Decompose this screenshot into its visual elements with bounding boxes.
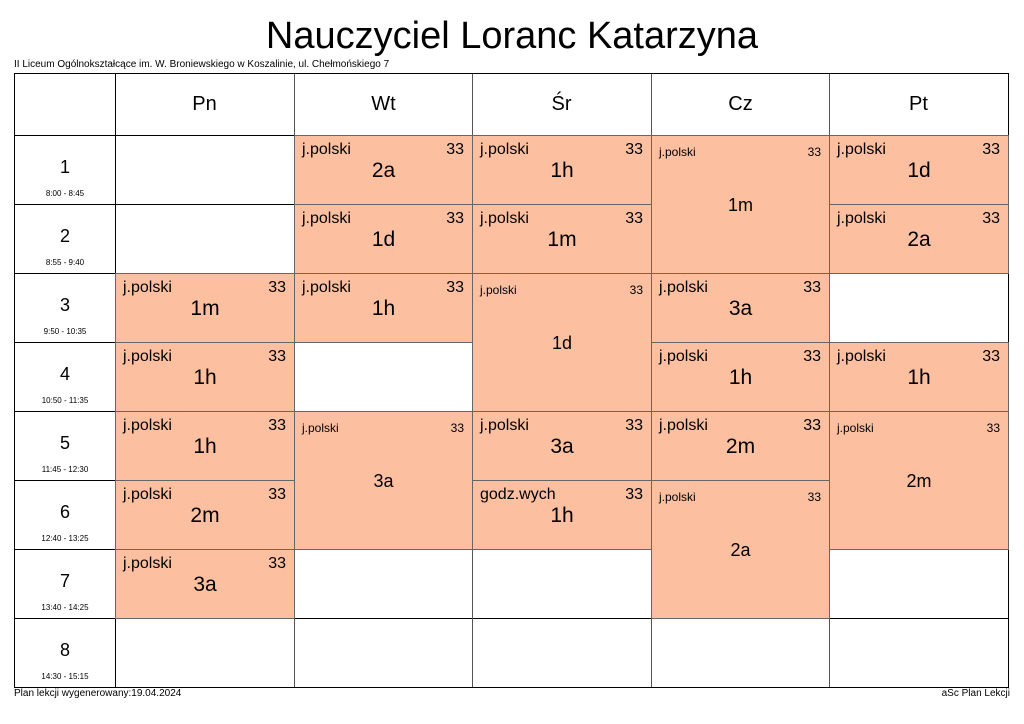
lesson-room: 33: [625, 417, 643, 434]
period-label: [15, 135, 115, 204]
lesson-cell[interactable]: [294, 204, 473, 274]
lesson-cell[interactable]: [115, 411, 295, 481]
lesson-subject: j.polski: [302, 210, 351, 227]
lesson-class: 3a: [550, 435, 574, 458]
lesson-cell[interactable]: [829, 204, 1009, 274]
lesson-class: 2m: [190, 504, 220, 527]
lesson-room: 33: [986, 421, 1000, 435]
period-number: 7: [59, 571, 70, 591]
period-time: 10:50 - 11:35: [41, 396, 89, 405]
lesson-room: 33: [268, 348, 286, 365]
lesson-class: 2m: [906, 470, 932, 491]
lesson-room: 33: [803, 279, 821, 296]
lesson-subject: j.polski: [123, 279, 172, 296]
lesson-subject: j.polski: [480, 210, 529, 227]
lesson-subject: j.polski: [837, 421, 874, 435]
lesson-class: 1h: [371, 297, 396, 320]
lesson-class: 2m: [725, 435, 756, 458]
lesson-class: 3a: [193, 573, 217, 596]
lesson-cell[interactable]: [115, 342, 295, 412]
lesson-class: 3a: [373, 470, 394, 491]
lesson-cell[interactable]: [651, 480, 830, 619]
period-label: [15, 411, 115, 480]
lesson-subject: j.polski: [123, 348, 172, 365]
period-label: [15, 549, 115, 618]
lesson-subject: j.polski: [480, 417, 529, 434]
lesson-room: 33: [446, 141, 464, 158]
lesson-subject: j.polski: [302, 279, 351, 296]
lesson-room: 33: [268, 486, 286, 503]
lesson-cell[interactable]: [294, 273, 473, 343]
app-name: aSc Plan Lekcji: [941, 688, 1010, 699]
period-time: 14:30 - 15:15: [41, 672, 89, 681]
lesson-cell[interactable]: [651, 273, 830, 343]
period-time: 8:00 - 8:45: [45, 189, 85, 198]
day-header: Cz: [728, 93, 753, 115]
lesson-subject: j.polski: [837, 348, 886, 365]
lesson-subject: j.polski: [480, 283, 517, 297]
lesson-cell[interactable]: [472, 204, 652, 274]
school-name: II Liceum Ogólnokształcące im. W. Broniewskiego w Koszalinie, ul. Chełmońskiego 7: [14, 59, 390, 70]
lesson-cell[interactable]: [115, 549, 295, 619]
lesson-subject: j.polski: [123, 555, 172, 572]
lesson-room: 33: [268, 555, 286, 572]
lesson-subject: j.polski: [837, 141, 886, 158]
lesson-subject: j.polski: [659, 348, 708, 365]
period-number: 8: [59, 640, 70, 660]
lesson-cell[interactable]: [472, 480, 652, 550]
lesson-room: 33: [625, 486, 643, 503]
day-header: Pt: [909, 93, 928, 115]
lesson-room: 33: [268, 279, 286, 296]
lesson-class: 2a: [371, 159, 396, 182]
lesson-class: 2a: [730, 539, 751, 560]
lesson-class: 1d: [371, 228, 396, 251]
period-number: 2: [59, 226, 70, 246]
period-number: 6: [59, 502, 70, 522]
page-title: Nauczyciel Loranc Katarzyna: [265, 15, 759, 57]
lesson-subject: j.polski: [837, 210, 886, 227]
lesson-room: 33: [982, 141, 1000, 158]
lesson-cell[interactable]: [294, 135, 473, 205]
lesson-room: 33: [446, 279, 464, 296]
lesson-cell[interactable]: [472, 135, 652, 205]
lesson-cell[interactable]: [472, 411, 652, 481]
lesson-class: 1h: [550, 504, 574, 527]
lesson-class: 1h: [728, 366, 753, 389]
lesson-room: 33: [450, 421, 464, 435]
lesson-subject: j.polski: [659, 279, 708, 296]
lesson-subject: j.polski: [302, 141, 351, 158]
lesson-cell[interactable]: [829, 411, 1009, 550]
lesson-cell[interactable]: [472, 273, 652, 412]
timetable-grid: [14, 73, 1009, 688]
lesson-room: 33: [982, 210, 1000, 227]
period-label: [15, 273, 115, 342]
period-time: 9:50 - 10:35: [43, 327, 87, 336]
lesson-class: 1h: [193, 435, 217, 458]
lesson-class: 1h: [193, 366, 217, 389]
lesson-cell[interactable]: [651, 411, 830, 481]
lesson-class: 2a: [907, 228, 931, 251]
lesson-cell[interactable]: [651, 342, 830, 412]
lesson-subject: j.polski: [659, 490, 696, 504]
lesson-cell[interactable]: [115, 273, 295, 343]
period-label: [15, 618, 115, 687]
period-time: 12:40 - 13:25: [41, 534, 89, 543]
lesson-class: 1m: [547, 228, 577, 251]
lesson-subject: j.polski: [302, 421, 339, 435]
lesson-subject: j.polski: [480, 141, 529, 158]
lesson-room: 33: [625, 210, 643, 227]
lesson-room: 33: [625, 141, 643, 158]
lesson-subject: godz.wych: [480, 486, 556, 503]
period-label: [15, 480, 115, 549]
lesson-room: 33: [629, 283, 643, 297]
lesson-class: 1m: [190, 297, 220, 320]
lesson-cell[interactable]: [829, 342, 1009, 412]
period-label: [15, 204, 115, 273]
day-header: Wt: [371, 93, 396, 115]
lesson-room: 33: [982, 348, 1000, 365]
lesson-cell[interactable]: [294, 411, 473, 550]
period-time: 8:55 - 9:40: [45, 258, 85, 267]
lesson-subject: j.polski: [123, 417, 172, 434]
lesson-room: 33: [803, 348, 821, 365]
lesson-room: 33: [268, 417, 286, 434]
lesson-class: 1m: [727, 194, 753, 215]
lesson-cell[interactable]: [651, 135, 830, 274]
lesson-room: 33: [807, 145, 821, 159]
lesson-subject: j.polski: [123, 486, 172, 503]
lesson-class: 1h: [907, 366, 931, 389]
lesson-class: 3a: [728, 297, 753, 320]
period-number: 1: [59, 157, 70, 177]
lesson-room: 33: [807, 490, 821, 504]
lesson-subject: j.polski: [659, 417, 708, 434]
lesson-class: 1h: [550, 159, 574, 182]
lesson-cell[interactable]: [115, 480, 295, 550]
period-number: 3: [59, 295, 70, 315]
day-header: Pn: [192, 93, 217, 115]
lesson-class: 1d: [551, 332, 573, 353]
lesson-room: 33: [446, 210, 464, 227]
period-time: 11:45 - 12:30: [41, 465, 89, 474]
period-time: 13:40 - 14:25: [41, 603, 89, 612]
lesson-cell[interactable]: [829, 135, 1009, 205]
period-number: 4: [59, 364, 70, 384]
day-header: Śr: [551, 93, 572, 115]
lesson-subject: j.polski: [659, 145, 696, 159]
lesson-room: 33: [803, 417, 821, 434]
period-number: 5: [59, 433, 70, 453]
generated-date: Plan lekcji wygenerowany:19.04.2024: [14, 688, 182, 699]
lesson-class: 1d: [907, 159, 931, 182]
period-label: [15, 342, 115, 411]
